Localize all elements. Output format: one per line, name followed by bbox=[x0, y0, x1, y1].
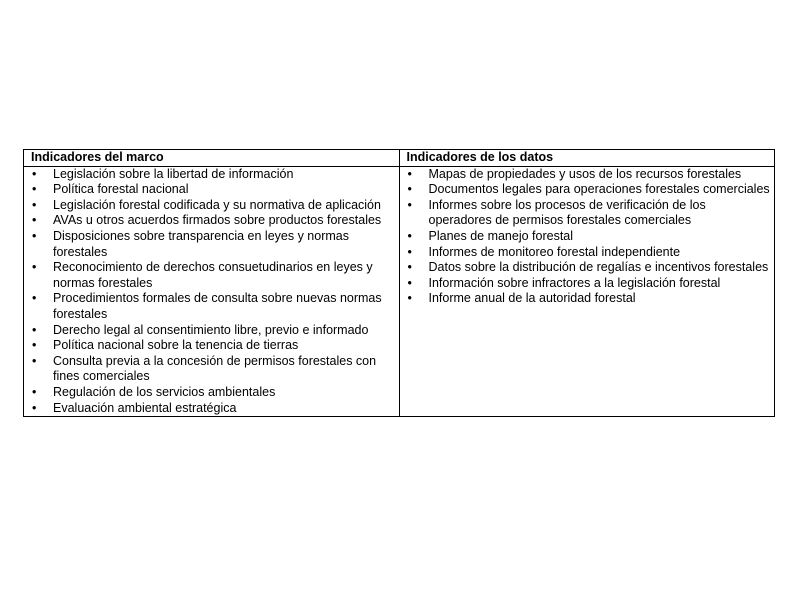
header-data-indicators: Indicadores de los datos bbox=[399, 150, 775, 167]
data-indicators-list bbox=[407, 167, 772, 307]
list-item: • Informes sobre los procesos de verificación de los operadores de permisos forestales comerciales bbox=[407, 198, 772, 229]
list-item: • AVAs u otros acuerdos firmados sobre productos forestales bbox=[31, 213, 396, 229]
header-framework-indicators: Indicadores del marco bbox=[24, 150, 400, 167]
list-item: • Regulación de los servicios ambientales bbox=[31, 385, 396, 401]
list-item: • Planes de manejo forestal bbox=[407, 229, 772, 245]
list-item: • Informe anual de la autoridad forestal bbox=[407, 291, 772, 307]
framework-indicators-cell bbox=[24, 166, 400, 417]
list-item: • Informes de monitoreo forestal independiente bbox=[407, 245, 772, 261]
list-item: • Disposiciones sobre transparencia en leyes y normas forestales bbox=[31, 229, 396, 260]
indicators-table bbox=[23, 149, 775, 417]
data-indicators-cell bbox=[399, 166, 775, 417]
list-item: • Mapas de propiedades y usos de los recursos forestales bbox=[407, 167, 772, 183]
list-item: • Política forestal nacional bbox=[31, 182, 396, 198]
table-header-row bbox=[24, 150, 775, 167]
table-body-row bbox=[24, 166, 775, 417]
list-item: • Información sobre infractores a la legislación forestal bbox=[407, 276, 772, 292]
list-item: • Procedimientos formales de consulta sobre nuevas normas forestales bbox=[31, 291, 396, 322]
list-item: • Derecho legal al consentimiento libre, previo e informado bbox=[31, 323, 396, 339]
list-item: • Legislación forestal codificada y su normativa de aplicación bbox=[31, 198, 396, 214]
list-item: • Datos sobre la distribución de regalías e incentivos forestales bbox=[407, 260, 772, 276]
list-item: • Reconocimiento de derechos consuetudinarios en leyes y normas forestales bbox=[31, 260, 396, 291]
framework-indicators-list bbox=[31, 167, 396, 417]
list-item: • Documentos legales para operaciones forestales comerciales bbox=[407, 182, 772, 198]
list-item: • Evaluación ambiental estratégica bbox=[31, 401, 396, 417]
list-item: • Política nacional sobre la tenencia de tierras bbox=[31, 338, 396, 354]
list-item: • Legislación sobre la libertad de información bbox=[31, 167, 396, 183]
list-item: • Consulta previa a la concesión de permisos forestales con fines comerciales bbox=[31, 354, 396, 385]
